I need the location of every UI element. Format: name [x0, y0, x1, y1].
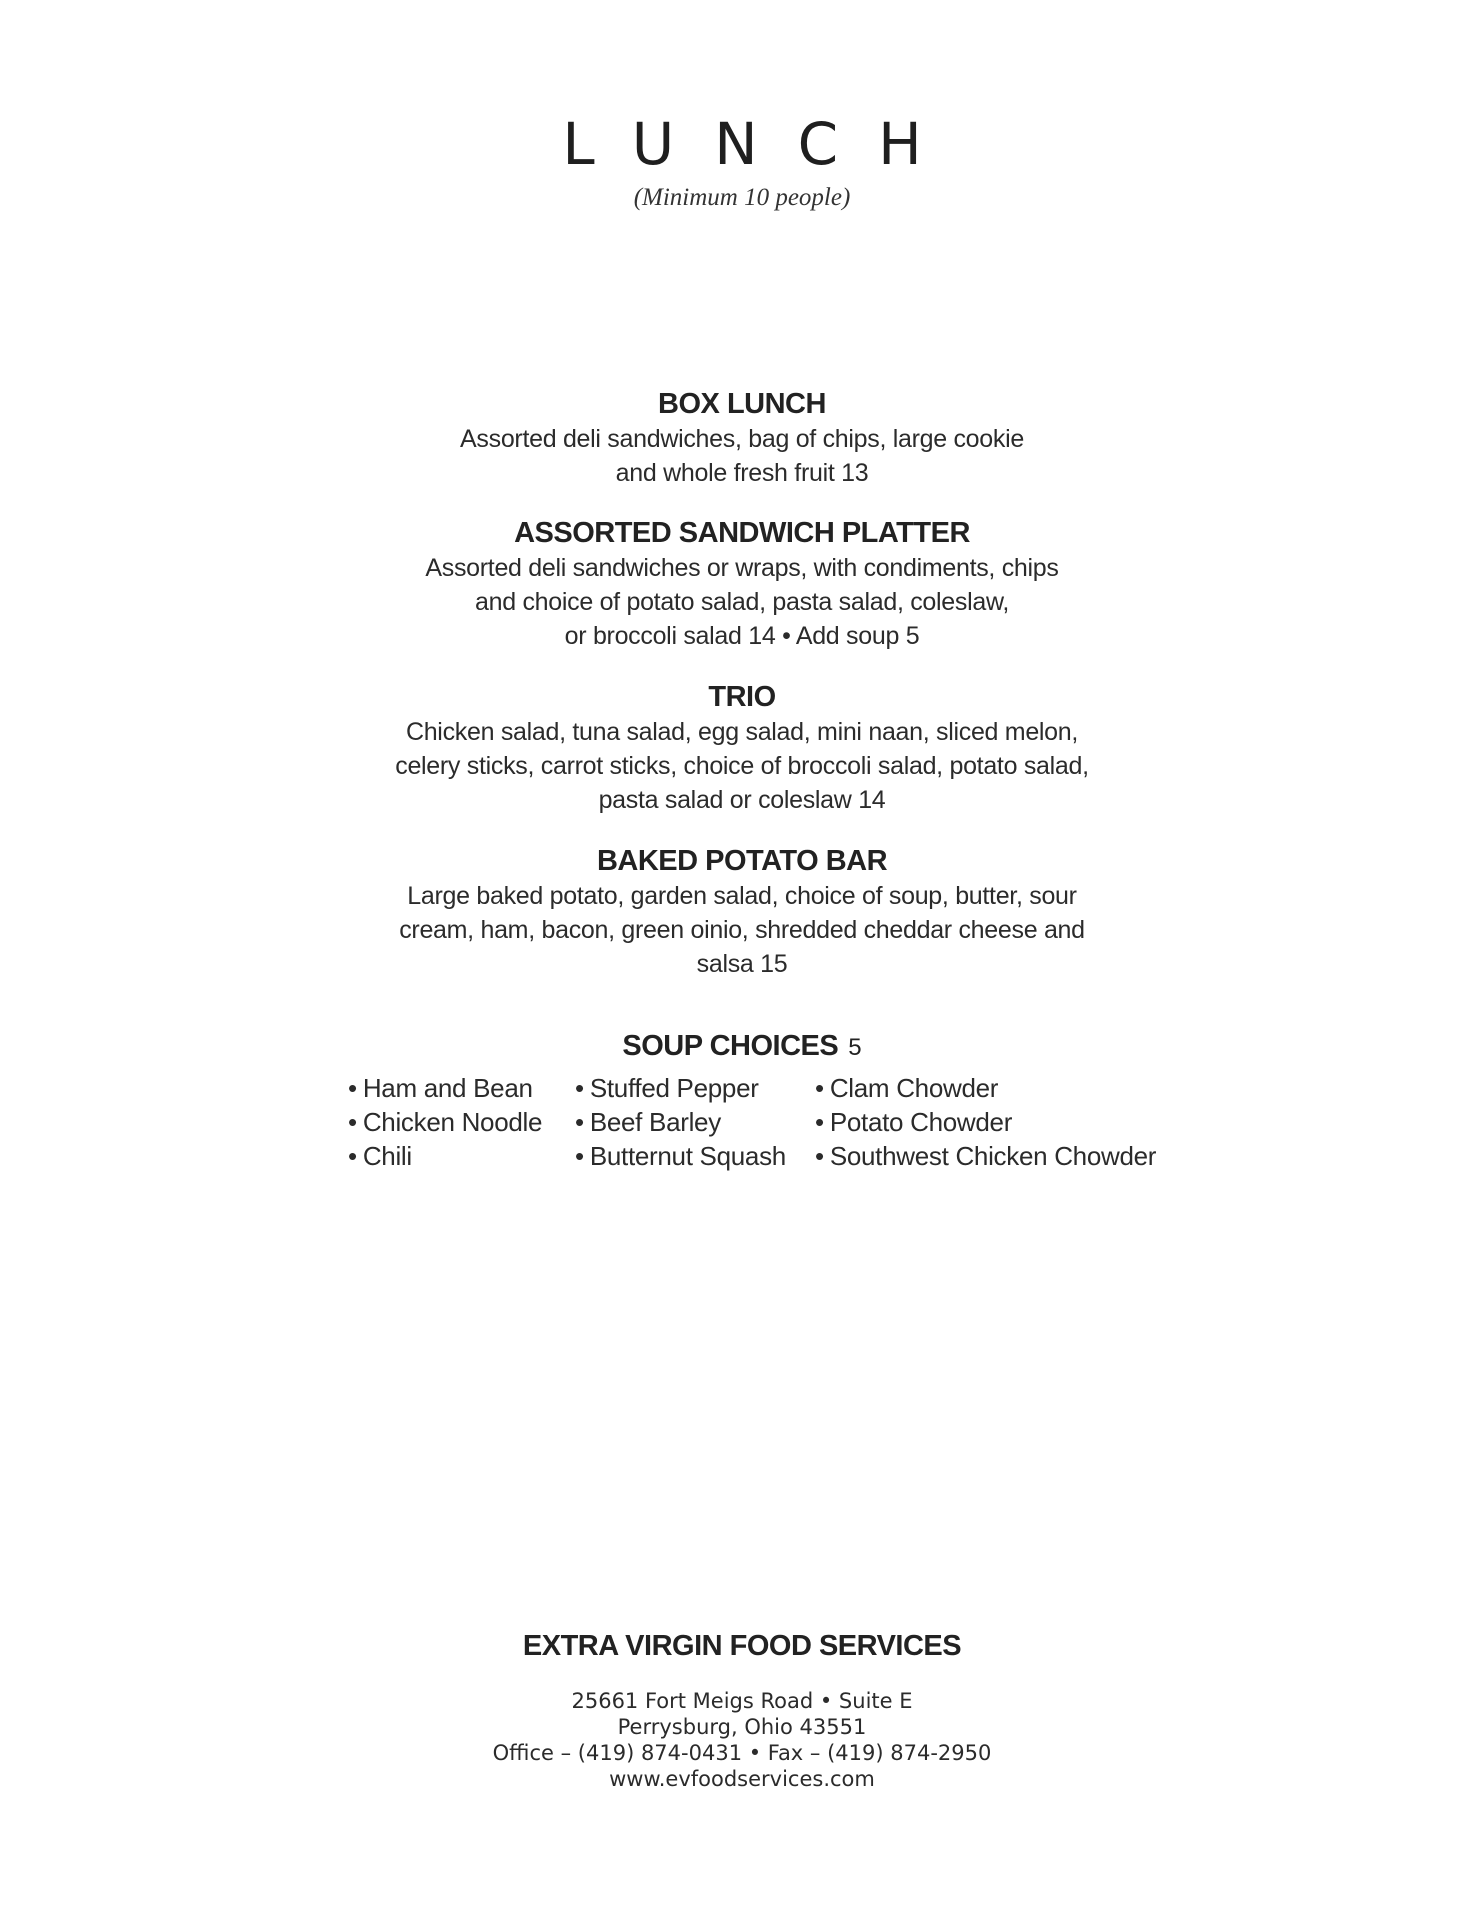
soup-item [815, 1139, 1156, 1173]
company-footer [0, 1628, 1484, 1792]
soup-item-label: Chili [362, 1141, 412, 1171]
bullet-icon: • [815, 1073, 824, 1103]
soup-column-2 [575, 1071, 786, 1173]
company-contact [0, 1688, 1484, 1792]
soup-item [575, 1105, 786, 1139]
description-line: salsa 15 [696, 950, 788, 978]
section-description [0, 879, 1484, 981]
menu-section-trio [0, 679, 1484, 817]
soup-item [348, 1105, 542, 1139]
page-subtitle: (Minimum 10 people) [633, 184, 851, 211]
section-heading: ASSORTED SANDWICH PLATTER [514, 517, 970, 549]
soup-item [348, 1071, 542, 1105]
section-heading: TRIO [708, 681, 776, 713]
bullet-icon: • [815, 1141, 824, 1171]
company-name: EXTRA VIRGIN FOOD SERVICES [522, 1630, 962, 1662]
description-line: Large baked potato, garden salad, choice of soup, butter, sour [407, 882, 1077, 910]
page-title: LUNCH [562, 110, 962, 178]
description-line: celery sticks, carrot sticks, choice of broccoli salad, potato salad, [395, 752, 1089, 780]
section-heading: BAKED POTATO BAR [596, 845, 888, 877]
bullet-icon: • [815, 1107, 824, 1137]
soup-item-label: Beef Barley [589, 1107, 721, 1137]
description-line: Assorted deli sandwiches or wraps, with condiments, chips [425, 554, 1059, 582]
company-website-link[interactable]: www.evfoodservices.com [609, 1767, 875, 1791]
soup-item-label: Potato Chowder [829, 1107, 1013, 1137]
description-line: cream, ham, bacon, green oinio, shredded cheddar cheese and [399, 916, 1085, 944]
section-description [0, 551, 1484, 653]
soup-item-label: Ham and Bean [362, 1073, 533, 1103]
bullet-icon: • [348, 1073, 357, 1103]
soup-item-label: Southwest Chicken Chowder [829, 1141, 1157, 1171]
bullet-icon: • [348, 1107, 357, 1137]
soup-item-label: Stuffed Pepper [589, 1073, 759, 1103]
section-description [0, 715, 1484, 817]
description-line: Assorted deli sandwiches, bag of chips, large cookie [460, 425, 1024, 453]
bullet-icon: • [575, 1141, 584, 1171]
soup-item [575, 1071, 786, 1105]
soup-item [815, 1071, 1156, 1105]
section-description [0, 422, 1484, 490]
bullet-icon: • [575, 1073, 584, 1103]
company-address: 25661 Fort Meigs Road • Suite E [571, 1689, 913, 1713]
soup-item [815, 1105, 1156, 1139]
soup-choices-heading [0, 1028, 1484, 1064]
description-line: or broccoli salad 14 • Add soup 5 [564, 622, 920, 650]
soup-choices-label: SOUP CHOICES [622, 1030, 839, 1062]
menu-section-box-lunch [0, 386, 1484, 490]
menu-section-baked-potato-bar [0, 843, 1484, 981]
soup-column-3 [815, 1071, 1156, 1173]
soup-item-label: Clam Chowder [829, 1073, 999, 1103]
description-line: and choice of potato salad, pasta salad, coleslaw, [475, 588, 1009, 616]
soup-column-1 [348, 1071, 542, 1173]
soup-item-label: Butternut Squash [589, 1141, 786, 1171]
company-city: Perrysburg, Ohio 43551 [617, 1715, 867, 1739]
section-heading: BOX LUNCH [658, 388, 826, 420]
company-phone: Office – (419) 874-0431 • Fax – (419) 874-2950 [492, 1741, 992, 1765]
bullet-icon: • [348, 1141, 357, 1171]
menu-section-sandwich-platter [0, 515, 1484, 653]
description-line: pasta salad or coleslaw 14 [598, 786, 886, 814]
soup-item [575, 1139, 786, 1173]
soup-item [348, 1139, 542, 1173]
bullet-icon: • [575, 1107, 584, 1137]
soup-item-label: Chicken Noodle [362, 1107, 543, 1137]
soup-choices-price: 5 [848, 1034, 862, 1061]
description-line: Chicken salad, tuna salad, egg salad, mini naan, sliced melon, [405, 718, 1079, 746]
description-line: and whole fresh fruit 13 [615, 459, 869, 487]
